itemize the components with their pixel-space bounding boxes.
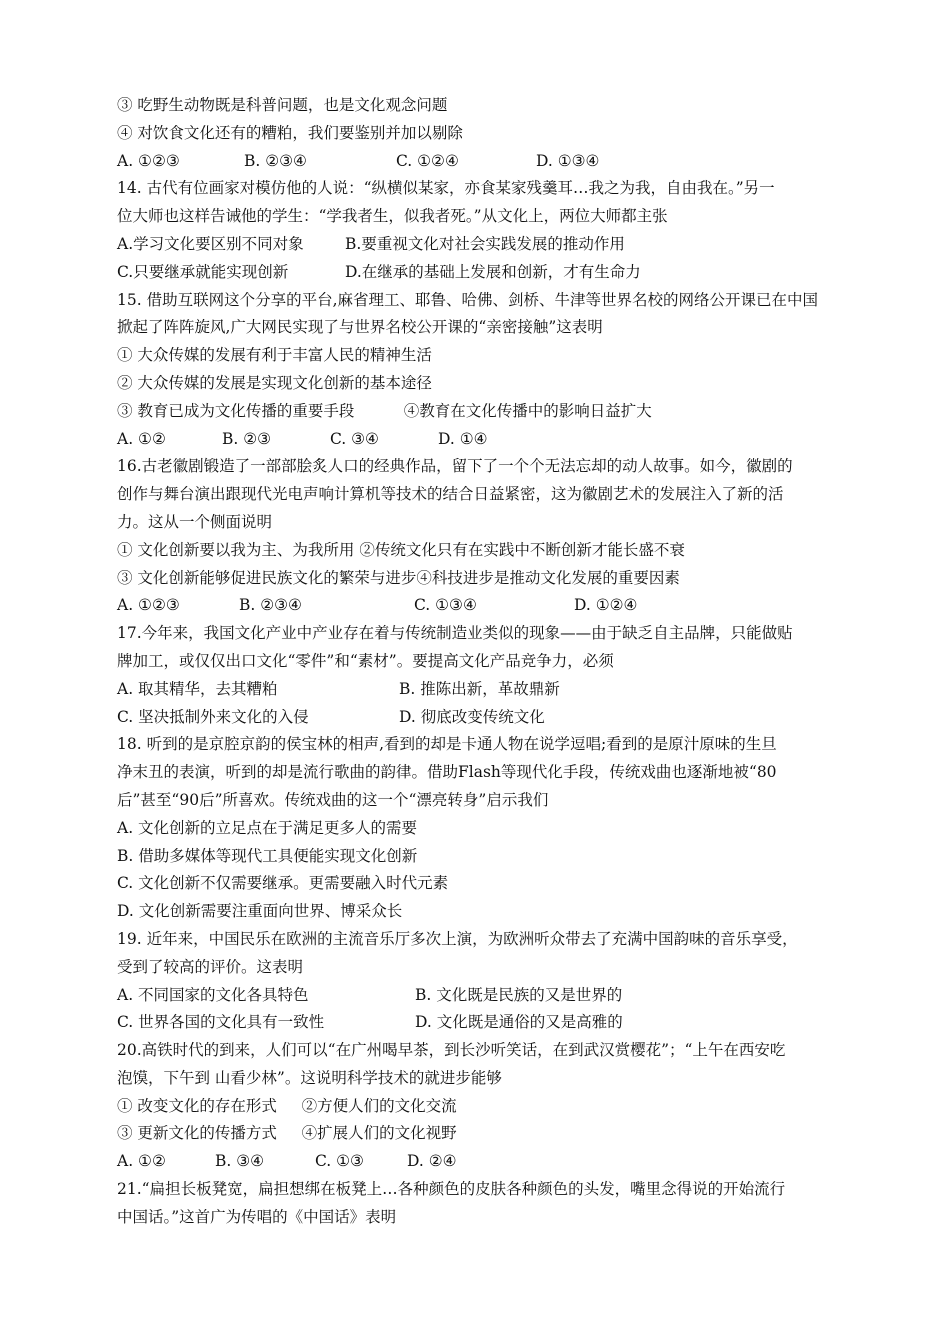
q15-item-1: ① 大众传媒的发展有利于丰富人民的精神生活 (117, 346, 432, 365)
q16-stem-line-3: 力。这从一个侧面说明 (117, 512, 273, 531)
q21-stem-line-1: 21.“扁担长板凳宽，扁担想绑在板凳上…各种颜色的皮肤各种颜色的头发，嘴里念得说的开始流行 (117, 1180, 786, 1199)
q17-stem-line-1: 17.今年来，我国文化产业中产业存在着与传统制造业类似的现象——由于缺乏自主品牌，只能做贴 (117, 624, 793, 643)
q15-stem-line-1: 15. 借助互联网这个分享的平台,麻省理工、耶鲁、哈佛、剑桥、牛津等世界名校的网络公开课已在中国 (117, 290, 819, 309)
q13-option-b: B. ②③④ (244, 151, 307, 170)
q16-option-c: C. ①③④ (414, 596, 477, 615)
q16-stem-line-2: 创作与舞台演出跟现代光电声响计算机等技术的结合日益紧密，这为徽剧艺术的发展注入了新的活 (117, 485, 784, 504)
q14-options-row-2 (117, 259, 852, 287)
q15-option-a: A. ①② (117, 429, 166, 448)
q19-stem-line-1: 19. 近年来，中国民乐在欧洲的主流音乐厅多次上演，为欧洲听众带去了充满中国韵味的音乐享受， (117, 929, 798, 948)
q18-option-c: C. 文化创新不仅需要继承。更需要融入时代元素 (117, 874, 449, 893)
q14-option-b: B.要重视文化对社会实践发展的推动作用 (345, 234, 625, 253)
q19-option-d: D. 文化既是通俗的又是高雅的 (415, 1013, 623, 1032)
q16-items-1-2: ① 文化创新要以我为主、为我所用 ②传统文化只有在实践中不断创新才能长盛不衰 (117, 540, 685, 559)
q20-items-3-4: ③ 更新文化的传播方式 ④扩展人们的文化视野 (117, 1124, 457, 1143)
q13-options (117, 148, 852, 176)
q13-item-4: ④ 对饮食文化还有的糟粕，我们要鉴别并加以剔除 (117, 123, 463, 142)
q18-option-b: B. 借助多媒体等现代工具便能实现文化创新 (117, 846, 418, 865)
q18-stem-line-3: 后”甚至“90后”所喜欢。传统戏曲的这一个“漂亮转身”启示我们 (117, 790, 549, 809)
q16-stem-line-1: 16.古老徽剧锻造了一部部脍炙人口的经典作品，留下了一个个无法忘却的动人故事。如今，徽剧的 (117, 457, 793, 476)
q19-options-row-1 (117, 982, 852, 1010)
q15-item-2: ② 大众传媒的发展是实现文化创新的基本途径 (117, 373, 432, 392)
q15-option-d: D. ①④ (438, 429, 488, 448)
q19-option-b: B. 文化既是民族的又是世界的 (415, 985, 623, 1004)
page-content (117, 92, 852, 1232)
q17-stem-line-2: 牌加工，或仅仅出口文化“零件”和“素材”。要提高文化产品竞争力，必须 (117, 651, 614, 670)
q19-option-a: A. 不同国家的文化各具特色 (117, 985, 309, 1004)
q16-option-d: D. ①②④ (574, 596, 638, 615)
q18-option-a: A. 文化创新的立足点在于满足更多人的需要 (117, 818, 418, 837)
q15-options (117, 426, 852, 454)
q20-option-b: B. ③④ (215, 1152, 265, 1171)
q14-stem-line-1: 14. 古代有位画家对模仿他的人说：“纵横似某家，亦食某家残羹耳…我之为我，自由我在。”另一 (117, 179, 775, 198)
q13-option-c: C. ①②④ (396, 151, 459, 170)
q18-option-d: D. 文化创新需要注重面向世界、博采众长 (117, 902, 403, 921)
q20-option-c: C. ①③ (315, 1152, 364, 1171)
q17-option-a: A. 取其精华，去其糟粕 (117, 679, 278, 698)
q15-option-c: C. ③④ (330, 429, 379, 448)
q15-stem-line-2: 掀起了阵阵旋风,广大网民实现了与世界名校公开课的“亲密接触”这表明 (117, 318, 603, 337)
q21-stem-line-2: 中国话。”这首广为传唱的《中国话》表明 (117, 1207, 397, 1226)
q19-stem-line-2: 受到了较高的评价。这表明 (117, 957, 304, 976)
q17-option-d: D. 彻底改变传统文化 (399, 707, 545, 726)
q16-items-3-4: ③ 文化创新能够促进民族文化的繁荣与进步④科技进步是推动文化发展的重要因素 (117, 568, 680, 587)
q13-item-3: ③ 吃野生动物既是科普问题，也是文化观念问题 (117, 96, 448, 114)
q17-options-row-1 (117, 676, 852, 704)
q19-options-row-2 (117, 1009, 852, 1037)
q18-stem-line-1: 18. 听到的是京腔京韵的侯宝林的相声,看到的却是卡通人物在说学逗唱;看到的是原汁原味的生旦 (117, 735, 777, 754)
q14-stem-line-2: 位大师也这样告诫他的学生：“学我者生，似我者死。”从文化上，两位大师都主张 (117, 207, 668, 226)
q13-option-d: D. ①③④ (536, 151, 600, 170)
q17-options-row-2 (117, 704, 852, 732)
q14-option-a: A.学习文化要区别不同对象 (117, 234, 304, 253)
q19-option-c: C. 世界各国的文化具有一致性 (117, 1013, 325, 1032)
q18-stem-line-2: 净末丑的表演，听到的却是流行歌曲的韵律。借助Flash等现代化手段，传统戏曲也逐渐地被“80 (117, 763, 777, 782)
q16-options (117, 592, 852, 620)
q20-option-d: D. ②④ (407, 1152, 457, 1171)
q20-option-a: A. ①② (117, 1152, 166, 1171)
q15-item-3-4: ③ 教育已成为文化传播的重要手段 ④教育在文化传播中的影响日益扩大 (117, 401, 652, 420)
q14-option-d: D.在继承的基础上发展和创新，才有生命力 (345, 262, 641, 281)
q13-option-a: A. ①②③ (117, 151, 180, 170)
q16-option-b: B. ②③④ (239, 596, 302, 615)
q16-option-a: A. ①②③ (117, 596, 180, 615)
q14-options-row-1 (117, 231, 852, 259)
q20-options (117, 1148, 852, 1176)
q14-option-c: C.只要继承就能实现创新 (117, 262, 289, 281)
q17-option-b: B. 推陈出新，革故鼎新 (399, 679, 560, 698)
q15-option-b: B. ②③ (222, 429, 272, 448)
q17-option-c: C. 坚决抵制外来文化的入侵 (117, 707, 309, 726)
q20-stem-line-2: 泡馍，下午到 山看少林”。这说明科学技术的就进步能够 (117, 1068, 502, 1087)
q20-stem-line-1: 20.高铁时代的到来，人们可以“在广州喝早茶，到长沙听笑话，在到武汉赏樱花”；“上午在西安吃 (117, 1041, 786, 1060)
q20-items-1-2: ① 改变文化的存在形式 ②方便人们的文化交流 (117, 1096, 457, 1115)
